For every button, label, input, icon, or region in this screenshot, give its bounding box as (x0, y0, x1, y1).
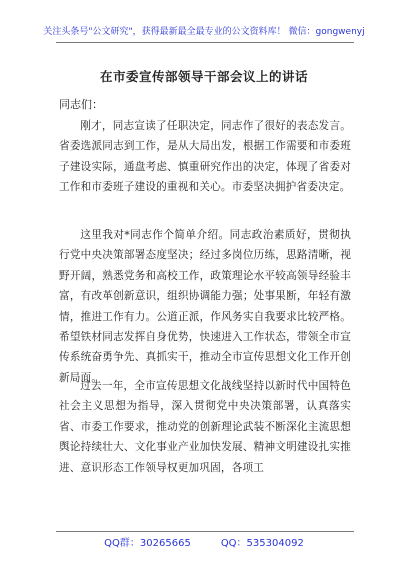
header-divider (56, 42, 354, 43)
paragraph-1: 刚才，同志宣读了任职决定，同志作了很好的表态发言。省委选派同志到工作，是从大局出发，根据工作需要和市委班子建设实际，通盘考虑、慎重研究作出的决定，体现了省委对工作和市委班子建设的重视和关心。市委坚决拥护省委决定。 (59, 120, 351, 194)
header-banner: 关注头条号"公文研究"，获得最新最全最专业的公文资料库！ 微信：gongwenyj (43, 27, 365, 37)
paragraph-2: 这里我对*同志作个简单介绍。同志政治素质好，贯彻执行党中央决策部署态度坚决；经过多岗位历练，思路清晰，视野开阔，熟悉党务和高校工作，政策理论水平较高领导经验丰富，有改革创新意识，组织协调能力强；处事果断，年轻有激情，推进工作有力。公道正派，作风务实自我要求比较严格。希望铁材同志发挥自身优势，快速进入工作状态，带领全市宣传系统奋勇争先、真抓实干，推动全市宣传思想文化工作开创新局面。 (59, 229, 351, 384)
salutation: 同志们： (59, 98, 103, 111)
footer-qq-contact: QQ：535304092 (220, 538, 304, 549)
footer-divider (56, 531, 354, 532)
footer-qq-group: QQ群：30265665 (104, 538, 191, 549)
paragraph-3: 过去一年，全市宣传思想文化战线坚持以新时代中国特色社会主义思想为指导，深入贯彻党中央决策部署，认真落实省、市委工作要求，推动党的创新理论武装不断深化主流思想舆论持续壮大、文化事业产业加快发展、精神文明建设扎实推进、意识形态工作领导权更加巩固，各项工 (59, 380, 351, 474)
footer (0, 534, 408, 549)
page-title: 在市委宣传部领导干部会议上的讲话 (99, 69, 308, 84)
